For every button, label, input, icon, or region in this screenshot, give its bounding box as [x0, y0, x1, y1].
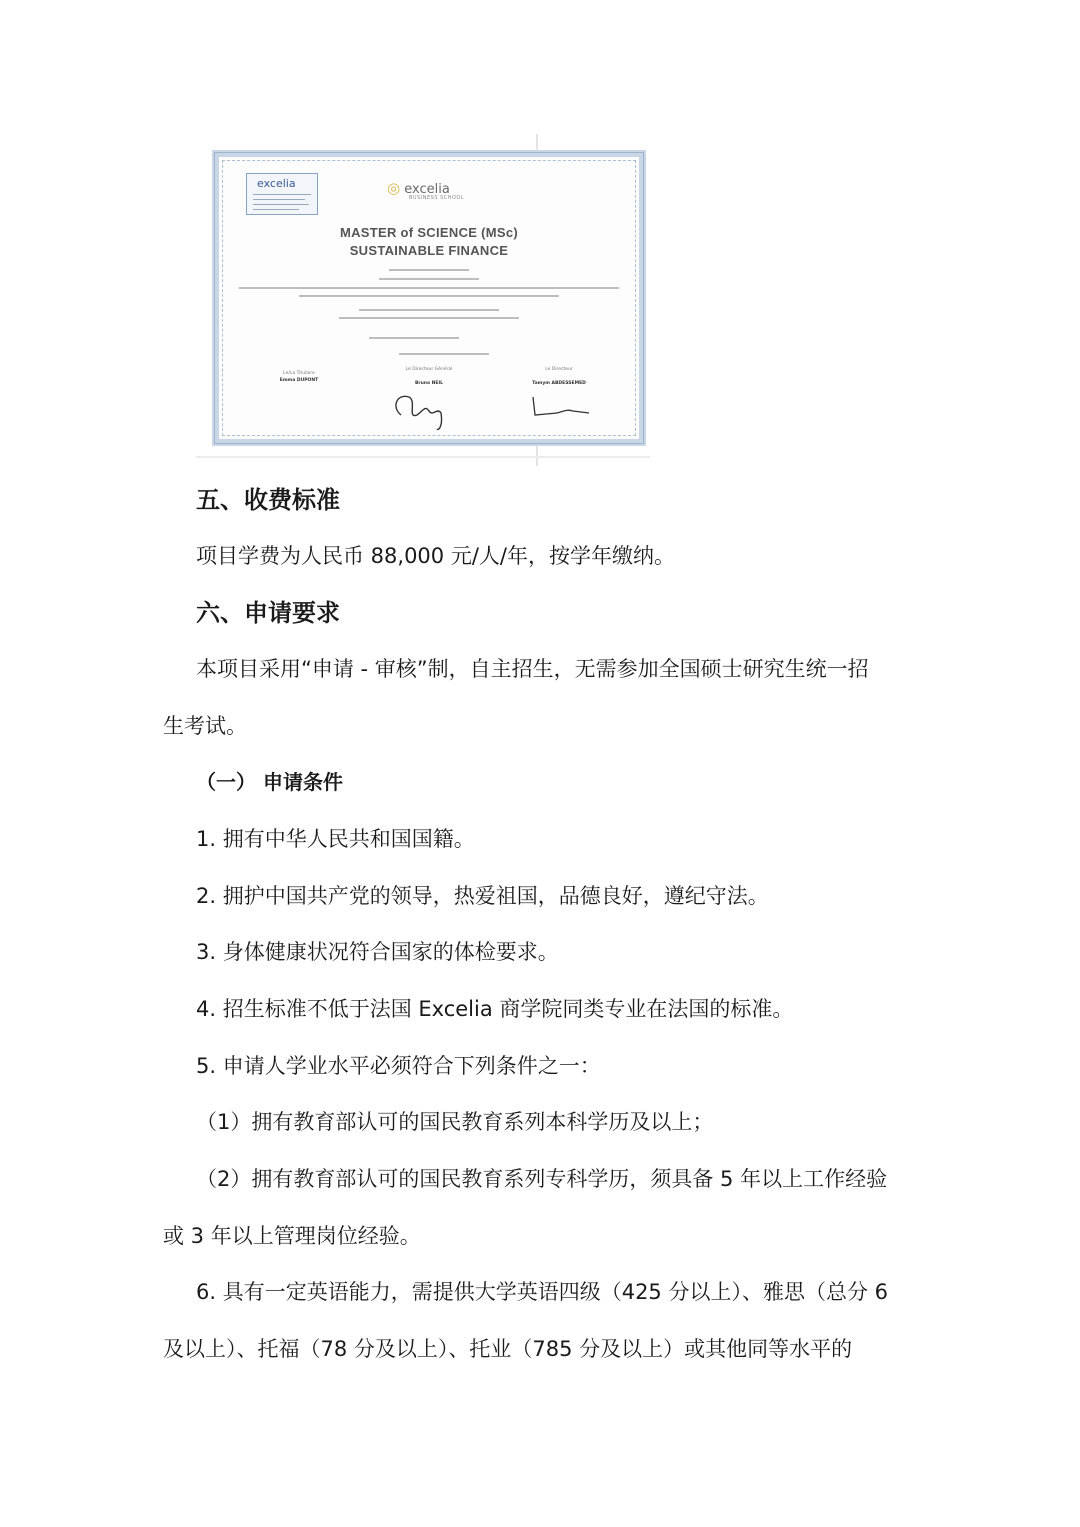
fee-paragraph: 项目学费为人民币 88,000 元/人/年，按学年缴纳。	[196, 544, 675, 568]
condition-item-3: 3. 身体健康状况符合国家的体检要求。	[196, 940, 559, 964]
diploma-text-line	[379, 278, 479, 280]
excelia-logo-text: excelia	[404, 182, 450, 197]
diploma-text-line	[239, 287, 619, 289]
signature-director	[527, 393, 597, 423]
intro-paragraph-line2: 生考试。	[163, 714, 247, 738]
diploma-text-line	[369, 337, 459, 339]
stamp-logo-text: excelia	[257, 177, 296, 190]
excelia-logo-icon: ◎	[387, 179, 401, 197]
signatory-name: Emma DUPONT	[279, 378, 319, 383]
section-heading-requirements: 六、申请要求	[196, 599, 340, 627]
diploma-text-line	[389, 269, 469, 271]
signatory-name: Bruno NEIL	[414, 381, 444, 386]
diploma-title-line2: SUSTAINABLE FINANCE	[349, 243, 509, 258]
signatory-name: Tamym ABDESSEMED	[532, 381, 586, 386]
diploma-text-line	[299, 295, 559, 297]
condition-item-2: 2. 拥护中国共产党的领导，热爱祖国，品德良好，遵纪守法。	[196, 884, 769, 908]
diploma-frame	[212, 150, 646, 446]
diploma-text-line	[359, 309, 499, 311]
condition-item-5: 5. 申请人学业水平必须符合下列条件之一：	[196, 1054, 601, 1078]
condition-sub-item-2-line2: 或 3 年以上管理岗位经验。	[163, 1224, 421, 1248]
diploma-image	[196, 134, 650, 466]
diploma-text-line	[399, 353, 489, 355]
signatory-role: Le/La Titulaire	[283, 371, 315, 376]
signatory-role: Le Directeur Général	[405, 367, 453, 372]
condition-item-6-line2: 及以上）、托福（78 分及以上）、托业（785 分及以上）或其他同等水平的	[163, 1337, 853, 1361]
condition-sub-item-2-line1: （2）拥有教育部认可的国民教育系列专科学历，须具备 5 年以上工作经验	[196, 1167, 888, 1191]
school-stamp	[246, 173, 318, 215]
signature-director-general	[387, 385, 457, 433]
intro-paragraph-line1: 本项目采用“申请 - 审核”制，自主招生，无需参加全国硕士研究生统一招	[196, 657, 869, 681]
excelia-logo-subtitle: BUSINESS SCHOOL	[409, 195, 465, 201]
signatory-role: Le Directeur	[545, 367, 573, 372]
condition-sub-item-1: （1）拥有教育部认可的国民教育系列本科学历及以上；	[196, 1110, 714, 1134]
condition-item-4: 4. 招生标准不低于法国 Excelia 商学院同类专业在法国的标准。	[196, 997, 794, 1021]
scan-edge-line	[196, 456, 650, 458]
condition-item-6-line1: 6. 具有一定英语能力，需提供大学英语四级（425 分以上）、雅思（总分 6	[196, 1280, 889, 1304]
diploma-text-line	[339, 317, 519, 319]
section-heading-fees: 五、收费标准	[196, 486, 340, 514]
diploma-title-line1: MASTER of SCIENCE (MSc)	[339, 225, 519, 240]
condition-item-1: 1. 拥有中华人民共和国国籍。	[196, 827, 475, 851]
sub-heading-conditions: （一） 申请条件	[196, 770, 343, 794]
